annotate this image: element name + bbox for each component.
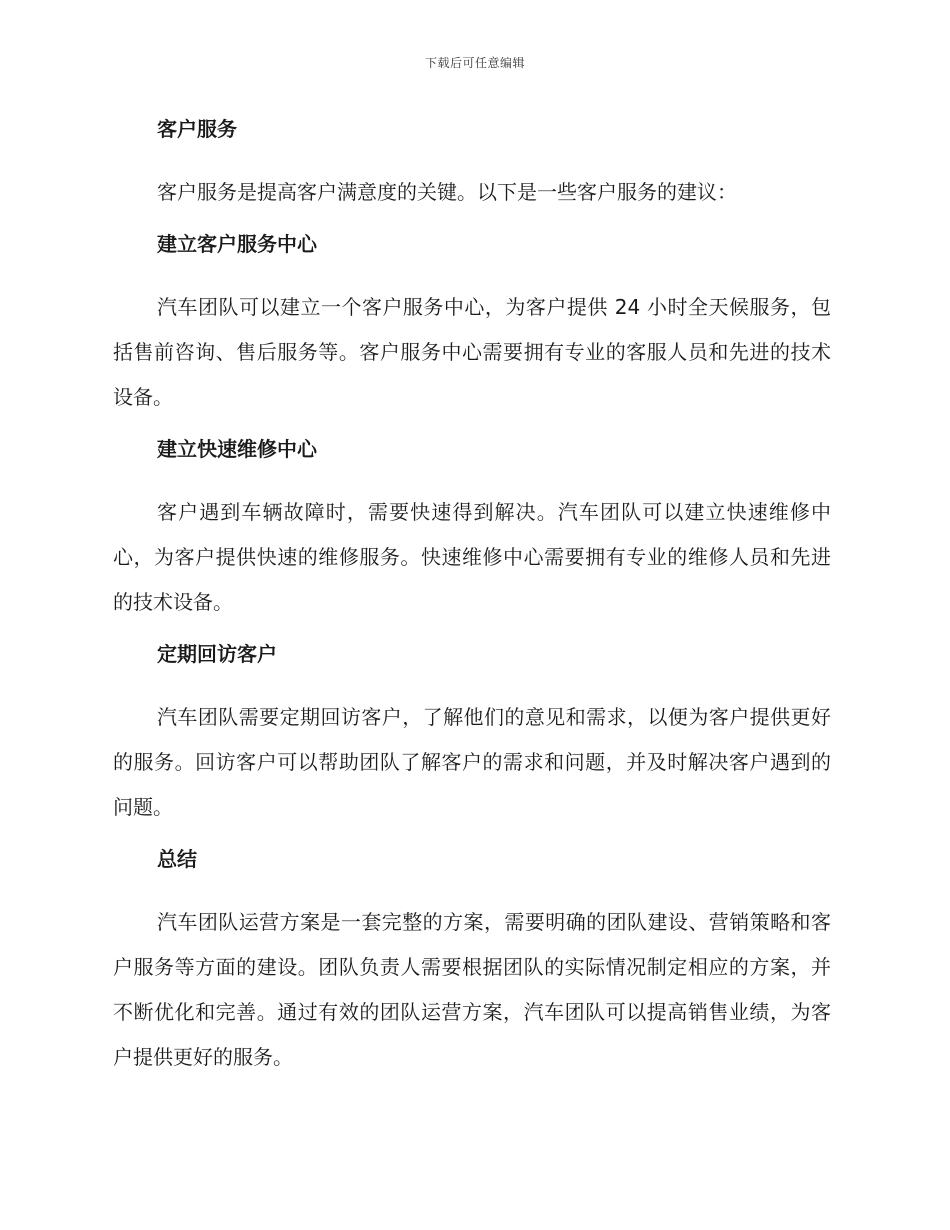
section-paragraph-service-center: 汽车团队可以建立一个客户服务中心，为客户提供 24 小时全天候服务，包括售前咨询、售后服务等。客户服务中心需要拥有专业的客服人员和先进的技术设备。 — [113, 295, 831, 409]
section-heading-follow-up: 定期回访客户 — [157, 642, 277, 666]
section-paragraph-follow-up: 汽车团队需要定期回访客户，了解他们的意见和需求，以便为客户提供更好的服务。回访客户可以帮助团队了解客户的需求和问题，并及时解决客户遇到的问题。 — [113, 705, 831, 819]
section-paragraph-repair-center: 客户遇到车辆故障时，需要快速得到解决。汽车团队可以建立快速维修中心，为客户提供快速的维修服务。快速维修中心需要拥有专业的维修人员和先进的技术设备。 — [113, 500, 831, 614]
section-heading-repair-center: 建立快速维修中心 — [157, 437, 317, 461]
page-header-note: 下载后可任意编辑 — [424, 56, 525, 70]
section-paragraph-customer-service: 客户服务是提高客户满意度的关键。以下是一些客户服务的建议： — [157, 180, 737, 204]
section-heading-service-center: 建立客户服务中心 — [157, 232, 317, 256]
section-paragraph-summary: 汽车团队运营方案是一套完整的方案，需要明确的团队建设、营销策略和客户服务等方面的建设。团队负责人需要根据团队的实际情况制定相应的方案，并不断优化和完善。通过有效的团队运营方案，汽车团队可以提高销售业绩，为客户提供更好的服务。 — [113, 910, 831, 1069]
section-heading-customer-service: 客户服务 — [157, 117, 237, 141]
section-heading-summary: 总结 — [157, 847, 197, 871]
document-body — [113, 112, 831, 1080]
